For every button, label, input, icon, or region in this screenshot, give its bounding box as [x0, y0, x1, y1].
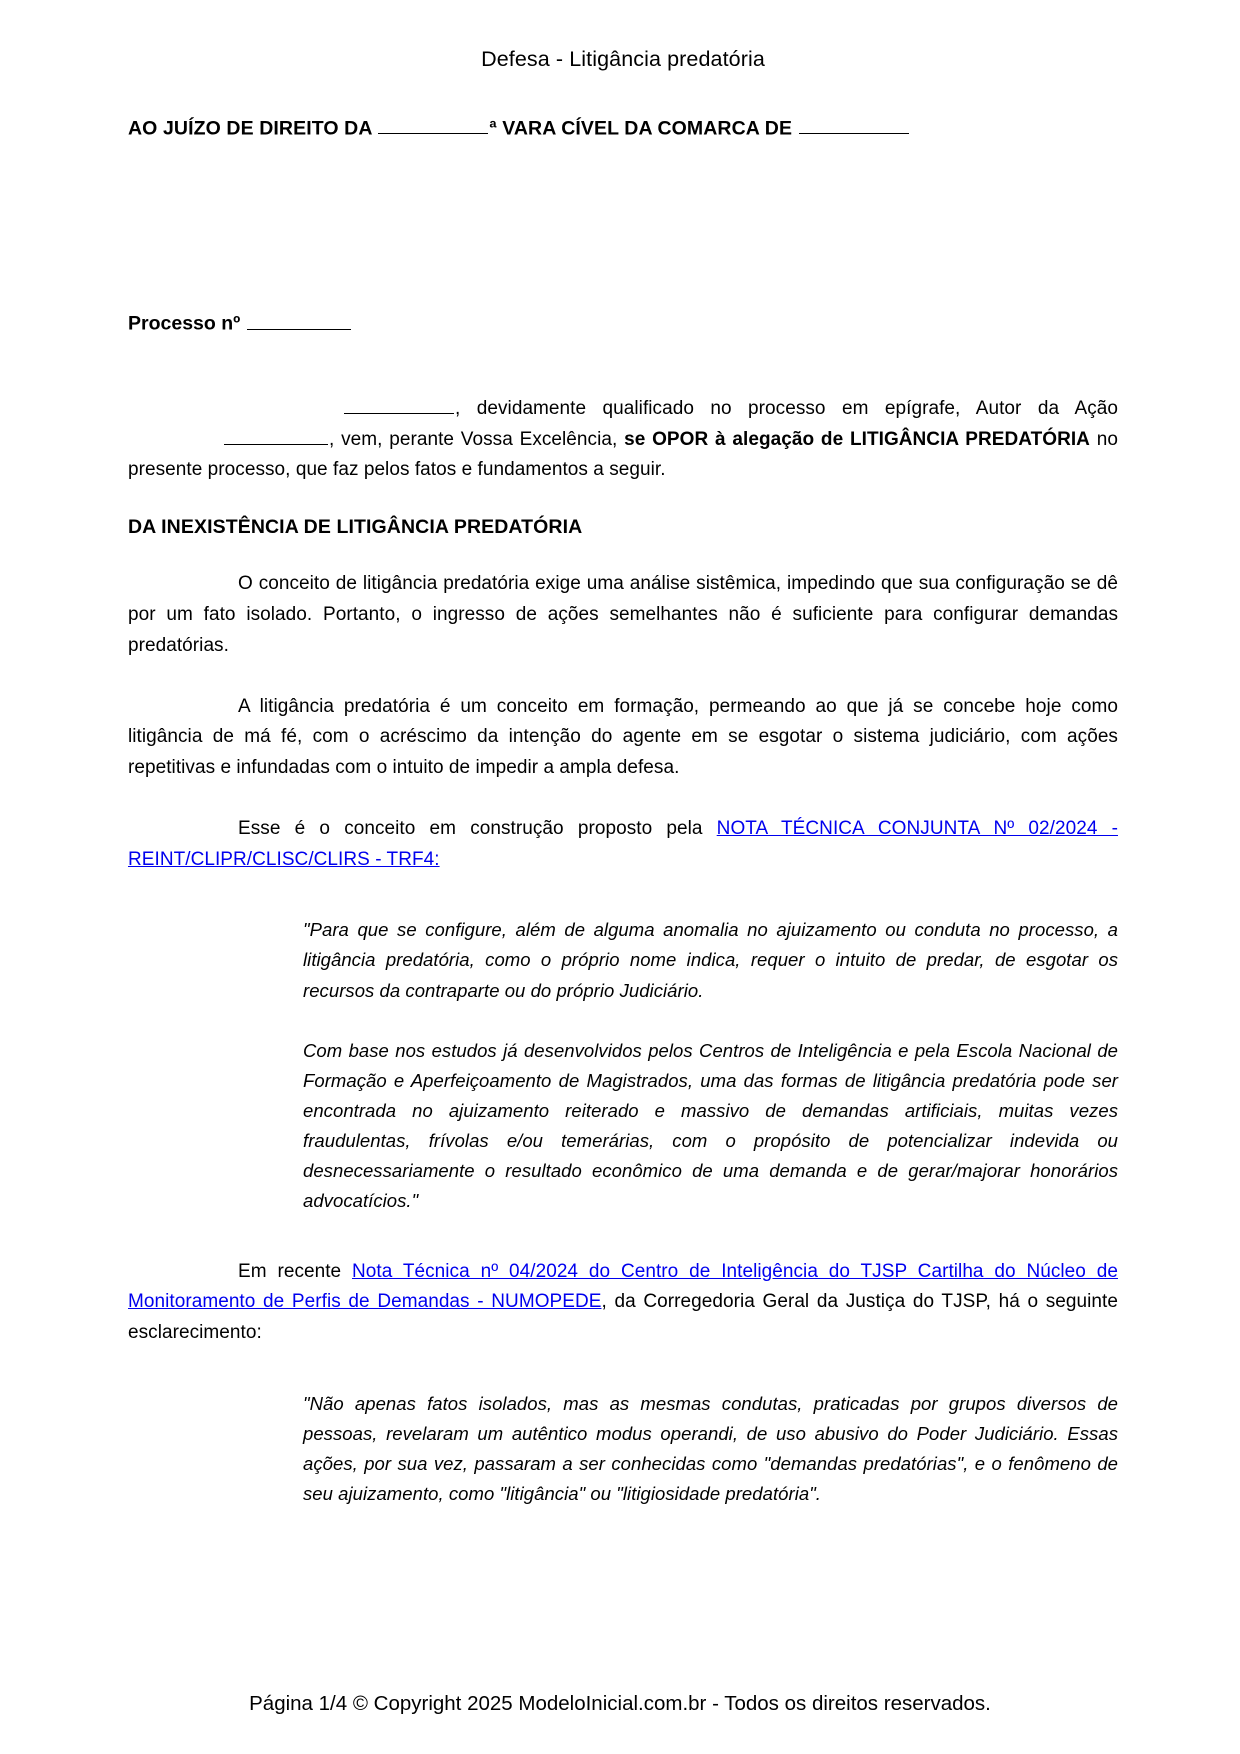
spacer-top — [128, 140, 1118, 310]
quote-1-part-b: Com base nos estudos já desenvolvidos pelos Centros de Inteligência e pela Escola Nacional de Formação e Aperfeiçoamento de Magistrados, uma das formas de litigância predatória pode ser encontrada no ajuizamento reiterado e massivo de demandas artificiais, muitas vezes fraudulentas, frívolas e/ou temerárias, com o propósito de potencializar indevida ou desnecessariamente o resultado econômico de uma demanda e de gerar/majorar honorários advocatícios." — [303, 1039, 1118, 1212]
ordinal-suffix: ª — [489, 117, 497, 140]
paragraph-2: A litigância predatória é um conceito em formação, permeando ao que já se concebe hoje como litigância de má fé, com o acréscimo da intenção do agente em se esgotar o sistema judiciário, com ações repetitivas e infundadas com o intuito de impedir a ampla defesa. — [128, 695, 1118, 779]
paragraph-1: O conceito de litigância predatória exige uma análise sistêmica, impedindo que sua configuração se dê por um fato isolado. Portanto, o ingresso de ações semelhantes não é suficiente para configurar demandas predatórias. — [128, 573, 1118, 656]
intro-paragraph — [128, 394, 1118, 486]
quote-1-part-a: "Para que se configure, além de alguma anomalia no ajuizamento ou conduta no processo, a litigância predatória, como o próprio nome indica, requer o intuito de predar, de esgotar os recursos da contraparte ou do próprio Judiciário. — [303, 919, 1118, 1001]
intro-bold-litigancia: LITIGÂNCIA PREDATÓRIA — [849, 428, 1090, 450]
paragraph-3 — [128, 814, 1118, 876]
gap-before-section — [128, 486, 1118, 516]
gap-before-quote1 — [128, 875, 1118, 915]
gap-quote1-p4 — [128, 1217, 1118, 1257]
nota-tecnica-numopede-link[interactable]: Nota Técnica nº 04/2024 do Centro de Inteligência do TJSP Cartilha do Núcleo de Monitoramento de Perfis de Demandas - NUMOPEDE — [128, 1260, 1118, 1313]
gap-p1-p2 — [128, 662, 1118, 692]
gap-after-section — [128, 539, 1118, 569]
paragraph-4-lead: Em recente — [238, 1260, 353, 1282]
intro-bold-opor: se OPOR à alegação de — [624, 428, 844, 450]
nota-tecnica-conjunta-link[interactable]: NOTA TÉCNICA CONJUNTA Nº 02/2024 - REINT/CLIPR/CLISC/CLIRS - TRF4: — [128, 817, 1118, 870]
vara-number-blank[interactable] — [378, 115, 488, 135]
quote-2: "Não apenas fatos isolados, mas as mesmas condutas, praticadas por grupos diversos de pessoas, revelaram um autêntico modus operandi, de uso abusivo do Poder Judiciário. Essas ações, por sua vez, passaram a ser conhecidas como "demandas predatórias", e o fenômeno de seu ajuizamento, como "litigância" ou "litigiosidade predatória". — [303, 1392, 1118, 1505]
intro-line-a: , devidamente qualificado no processo em epígrafe, Autor da — [455, 397, 1060, 419]
intro-line-c: no presente processo, que faz pelos fatos e fundamentos a seguir. — [128, 428, 1118, 481]
acao-type-blank[interactable] — [224, 426, 328, 445]
paragraph-4 — [128, 1257, 1118, 1349]
paragraph-3-lead: Esse é o conceito em construção proposto pela — [238, 817, 717, 839]
spacer-mid — [128, 336, 1118, 394]
page-title: Defesa - Litigância predatória — [481, 47, 765, 71]
processo-label: Processo nº — [128, 312, 241, 335]
court-address-line — [128, 115, 1118, 141]
processo-line — [128, 310, 1118, 336]
court-address-part1: AO JUÍZO DE DIREITO DA — [128, 117, 372, 140]
court-address-part2: VARA CÍVEL DA COMARCA DE — [502, 117, 793, 140]
processo-number-blank[interactable] — [247, 310, 351, 330]
paragraph-4-tail: , da Corregedoria Geral da Justiça do TJSP, há o seguinte esclarecimento: — [128, 1291, 1118, 1344]
intro-line-b: , vem, perante Vossa Excelência, — [329, 428, 618, 450]
gap-p2-p3 — [128, 784, 1118, 814]
acao-label: Ação — [1074, 397, 1118, 419]
gap-quote1a-1b — [128, 1006, 1118, 1036]
autor-name-blank[interactable] — [344, 395, 454, 414]
section-heading: DA INEXISTÊNCIA DE LITIGÂNCIA PREDATÓRIA — [128, 516, 583, 539]
comarca-blank[interactable] — [799, 115, 909, 135]
page-footer: Página 1/4 © Copyright 2025 ModeloInicial.com.br - Todos os direitos reservados. — [249, 1692, 991, 1715]
gap-p4-quote2 — [128, 1349, 1118, 1389]
